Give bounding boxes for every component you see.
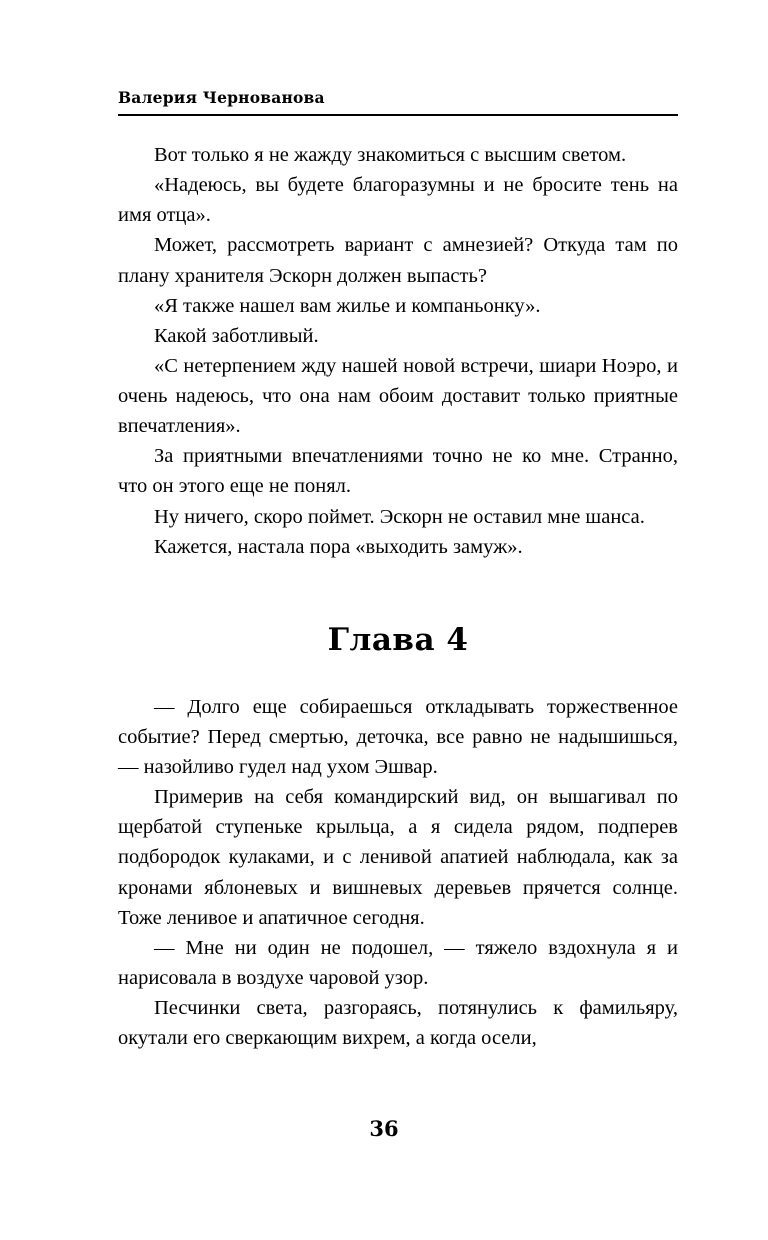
- paragraph: Примерив на себя командирский вид, он вышагивал по щербатой ступеньке крыльца, а я сидела рядом, подперев подбородок кулаками, и с ленивой апатией наблюдала, как за кронами яблоневых и вишневых деревьев прячется солнце. Тоже ленивое и апатичное сегодня.: [118, 786, 678, 929]
- paragraph: За приятными впечатлениями точно не ко мне. Странно, что он этого еще не понял.: [118, 445, 678, 498]
- chapter-body-text: [118, 692, 678, 1054]
- paragraph: Кажется, настала пора «выходить замуж».: [154, 535, 523, 558]
- paragraph: «С нетерпением жду нашей новой встречи, шиари Ноэро, и очень надеюсь, что она нам обоим доставит только приятные впечатления».: [118, 354, 678, 438]
- paragraph: — Долго еще собираешься откладывать торжественное событие? Перед смертью, деточка, все равно не надышишься, — назойливо гудел над ухом Эшвар.: [118, 695, 678, 778]
- running-head-author: Валерия Чернованова: [118, 88, 678, 116]
- page-content: [118, 88, 678, 1053]
- paragraph: Может, рассмотреть вариант с амнезией? Откуда там по плану хранителя Эскорн должен выпасть?: [118, 234, 678, 287]
- paragraph: — Мне ни один не подошел, — тяжело вздохнула я и нарисовала в воздухе чаровой узор.: [118, 936, 678, 989]
- chapter-heading: Глава 4: [327, 621, 469, 658]
- section-body-text: [118, 140, 678, 562]
- paragraph: Песчинки света, разгораясь, потянулись к фамильяру, окутали его сверкающим вихрем, а когда осели,: [118, 997, 678, 1050]
- paragraph: «Надеюсь, вы будете благоразумны и не бросите тень на имя отца».: [118, 174, 678, 227]
- paragraph: Ну ничего, скоро поймет. Эскорн не оставил мне шанса.: [154, 505, 645, 528]
- paragraph: Вот только я не жажду знакомиться с высшим светом.: [154, 144, 627, 166]
- paragraph: Какой заботливый.: [154, 324, 319, 347]
- page-number: 36: [369, 1116, 399, 1141]
- paragraph: «Я также нашел вам жилье и компаньонку».: [154, 294, 541, 317]
